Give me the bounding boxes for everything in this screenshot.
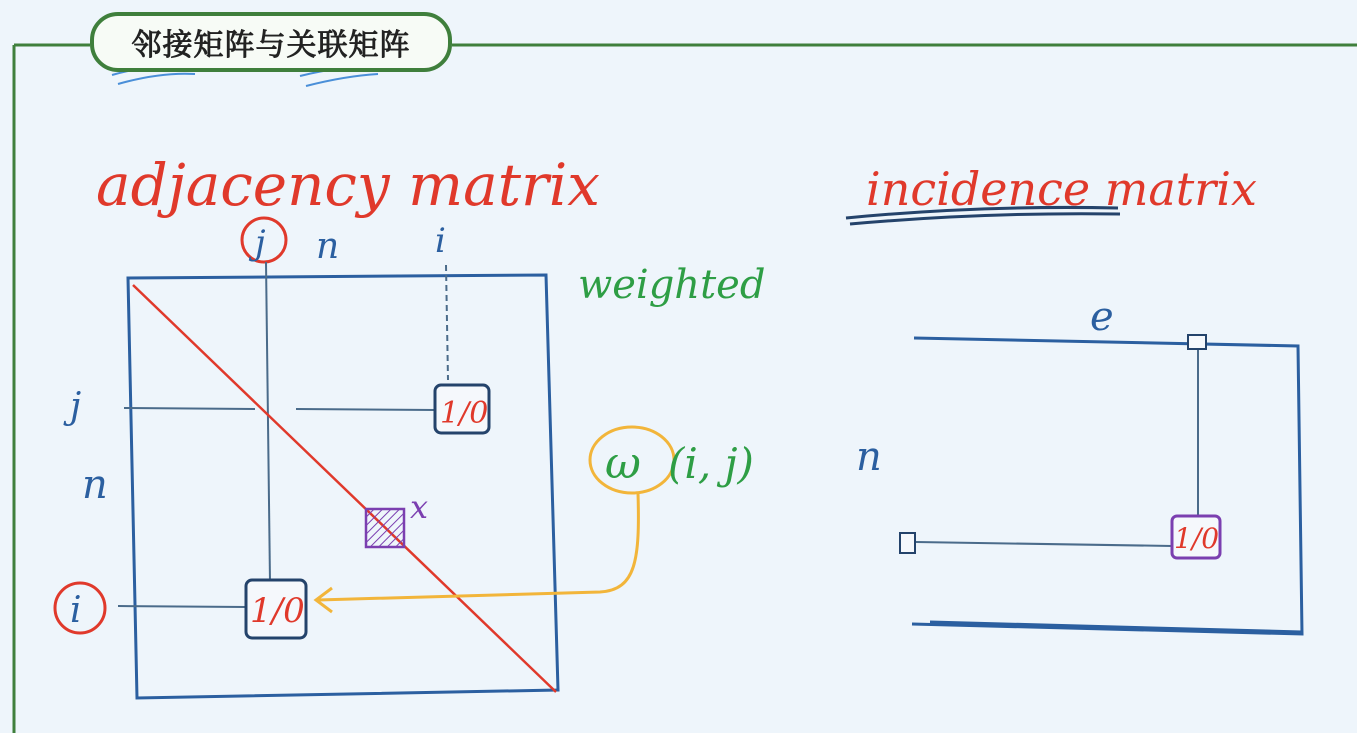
diagonal-cell-hatched	[366, 509, 404, 547]
diagonal-mark-x: x	[410, 488, 429, 526]
incidence-left-label-n: n	[856, 434, 882, 480]
incidence-row-line	[916, 542, 1172, 546]
left-label-j: j	[70, 386, 82, 427]
main-diagonal	[133, 285, 556, 692]
top-label-n: n	[316, 226, 340, 267]
incidence-node-marker	[900, 533, 915, 553]
column-i-dashed	[446, 265, 448, 380]
row-j-line-left	[124, 408, 255, 409]
adjacency-heading: adjacency matrix	[96, 151, 600, 219]
cell-j-i-value: 1/0	[440, 396, 489, 431]
column-j-line	[266, 262, 270, 582]
page-title: 邻接矩阵与关联矩阵	[131, 28, 411, 63]
incidence-matrix-frame	[912, 338, 1302, 634]
incidence-heading: incidence matrix	[866, 162, 1257, 216]
top-label-i: i	[435, 221, 446, 261]
incidence-cell-value: 1/0	[1174, 522, 1220, 555]
title-badge	[90, 12, 452, 72]
top-label-j: j	[255, 223, 266, 263]
weight-args: (i, j)	[668, 439, 754, 488]
left-label-n: n	[82, 462, 108, 508]
incidence-edge-marker	[1188, 335, 1206, 349]
weight-omega: ω	[605, 438, 641, 489]
cell-i-j-value: 1/0	[250, 591, 305, 631]
row-j-line-right	[296, 409, 436, 410]
incidence-top-label-e: e	[1090, 294, 1114, 340]
left-label-i: i	[70, 590, 82, 631]
weighted-label: weighted	[578, 262, 766, 308]
row-i-line	[118, 606, 246, 607]
